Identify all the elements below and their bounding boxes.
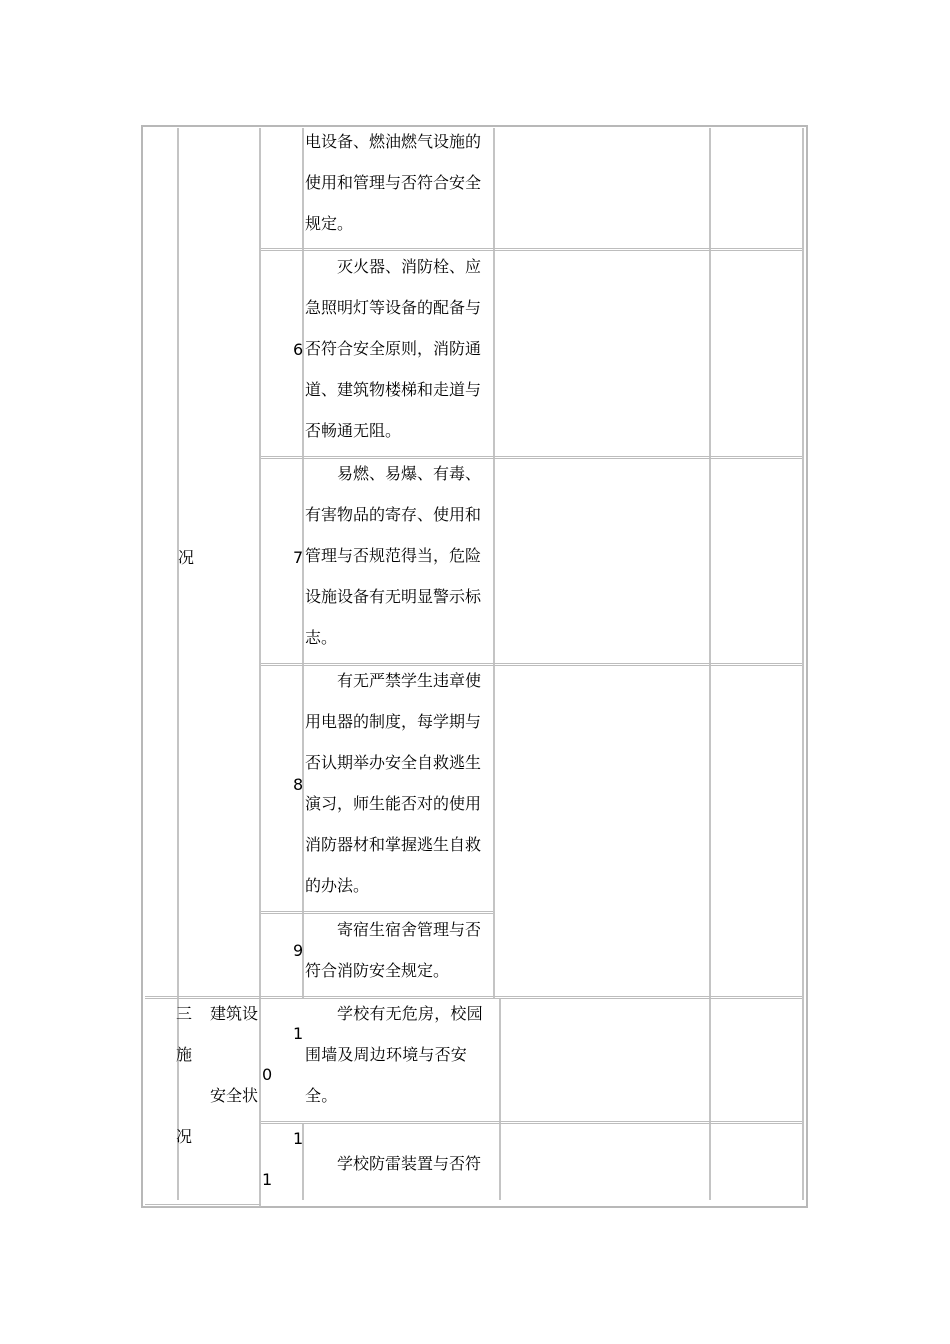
inspection-item: 有无严禁学生违章使 用电器的制度，每学期与 否认期举办安全自救逃生 演习，师生能否对的使用 消防器材和掌握逃生自救 的办法。 bbox=[305, 671, 482, 895]
inspection-item: 易燃、易爆、有毒、 有害物品的寄存、使用和 管理与否规范得当，危险 设施设备有无明显警示标 志。 bbox=[305, 464, 482, 647]
section-index: 施 bbox=[176, 1045, 193, 1064]
row-number: 8 bbox=[293, 775, 304, 794]
inspection-item: 学校防雷装置与否符 bbox=[337, 1154, 482, 1173]
row-number: 6 bbox=[293, 340, 304, 359]
section-index: 况 bbox=[176, 1127, 193, 1146]
row-divider bbox=[145, 1204, 261, 1207]
row-number: 1 bbox=[293, 1024, 304, 1043]
section-index: 三 bbox=[176, 1004, 193, 1023]
row-number: 0 bbox=[262, 1065, 273, 1084]
column-divider bbox=[259, 128, 261, 1206]
inspection-item: 电设备、燃油燃气设施的 使用和管理与否符合安全 规定。 bbox=[305, 132, 482, 233]
row-number: 7 bbox=[293, 548, 304, 567]
section-title-tail: 况 bbox=[178, 548, 195, 567]
row-number: 1 bbox=[262, 1170, 273, 1189]
row-divider bbox=[261, 1121, 802, 1124]
section-title: 安全状 bbox=[210, 1086, 259, 1105]
inspection-item: 学校有无危房，校园 围墙及周边环境与否安 全。 bbox=[305, 1004, 483, 1105]
section-title: 建筑设 bbox=[210, 1004, 259, 1023]
row-number: 1 bbox=[293, 1129, 304, 1148]
inspection-item: 灭火器、消防栓、应 急照明灯等设备的配备与 否符合安全原则，消防通 道、建筑物楼梯和走道与 否畅通无阻。 bbox=[305, 257, 482, 440]
row-number: 9 bbox=[293, 941, 304, 960]
inspection-item: 寄宿生宿舍管理与否 符合消防安全规定。 bbox=[305, 920, 482, 980]
column-divider bbox=[802, 128, 804, 1200]
